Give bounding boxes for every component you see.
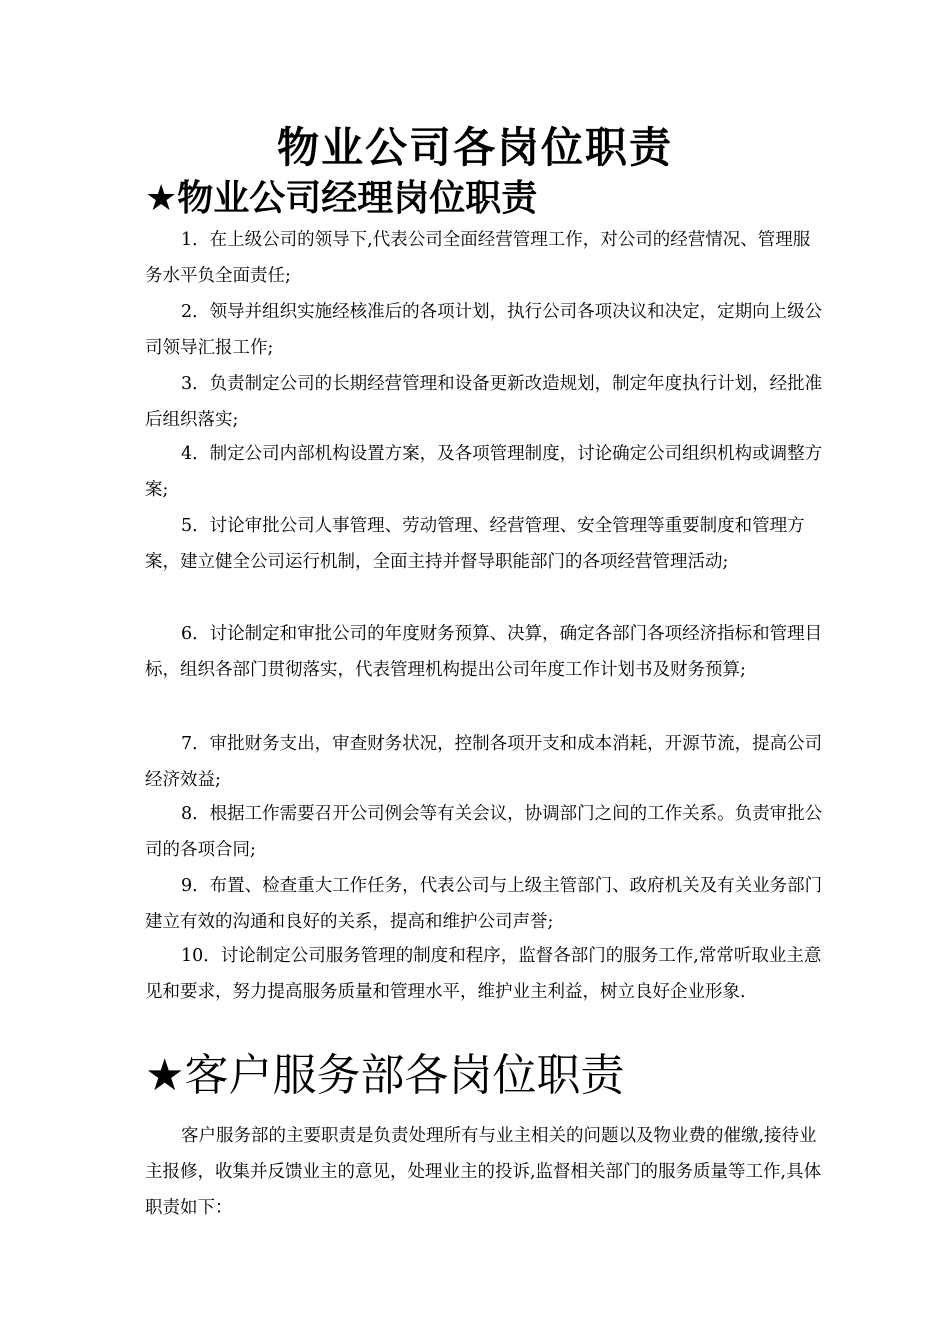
section-heading-manager: ★物业公司经理岗位职责: [145, 178, 538, 219]
section-heading-customer-service: ★客户服务部各岗位职责: [145, 1050, 625, 1101]
duty-item-1: 1．在上级公司的领导下,代表公司全面经营管理工作，对公司的经营情况、管理服务水平负全面责任;: [145, 230, 811, 286]
duty-item-5: 5．讨论审批公司人事管理、劳动管理、经营管理、安全管理等重要制度和管理方案，建立健全公司运行机制，全面主持并督导职能部门的各项经营管理活动;: [145, 516, 805, 572]
duty-item-6: 6．讨论制定和审批公司的年度财务预算、决算，确定各部门各项经济指标和管理目标，组织各部门贯彻落实，代表管理机构提出公司年度工作计划书及财务预算;: [145, 624, 823, 680]
duty-item-2: 2．领导并组织实施经核准后的各项计划，执行公司各项决议和决定，定期向上级公司领导汇报工作;: [145, 302, 823, 358]
duty-item-3: 3．负责制定公司的长期经营管理和设备更新改造规划，制定年度执行计划，经批准后组织落实;: [145, 374, 823, 430]
duty-item-8: 8．根据工作需要召开公司例会等有关会议，协调部门之间的工作关系。负责审批公司的各项合同;: [145, 804, 823, 860]
page-title: 物业公司各岗位职责: [276, 123, 673, 172]
duty-item-4: 4．制定公司内部机构设置方案，及各项管理制度，讨论确定公司组织机构或调整方案;: [145, 444, 823, 500]
duty-item-9: 9．布置、检查重大工作任务，代表公司与上级主管部门、政府机关及有关业务部门建立有效的沟通和良好的关系，提高和维护公司声誉;: [145, 876, 823, 932]
customer-service-intro: 客户服务部的主要职责是负责处理所有与业主相关的问题以及物业费的催缴,接待业主报修，收集并反馈业主的意见，处理业主的投诉,监督相关部门的服务质量等工作,具体职责如下：: [145, 1126, 822, 1218]
duty-item-7: 7．审批财务支出，审查财务状况，控制各项开支和成本消耗，开源节流，提高公司经济效益;: [145, 734, 823, 790]
duty-item-10: 10．讨论制定公司服务管理的制度和程序，监督各部门的服务工作,常常听取业主意见和要求，努力提高服务质量和管理水平，维护业主利益，树立良好企业形象.: [145, 946, 822, 1002]
